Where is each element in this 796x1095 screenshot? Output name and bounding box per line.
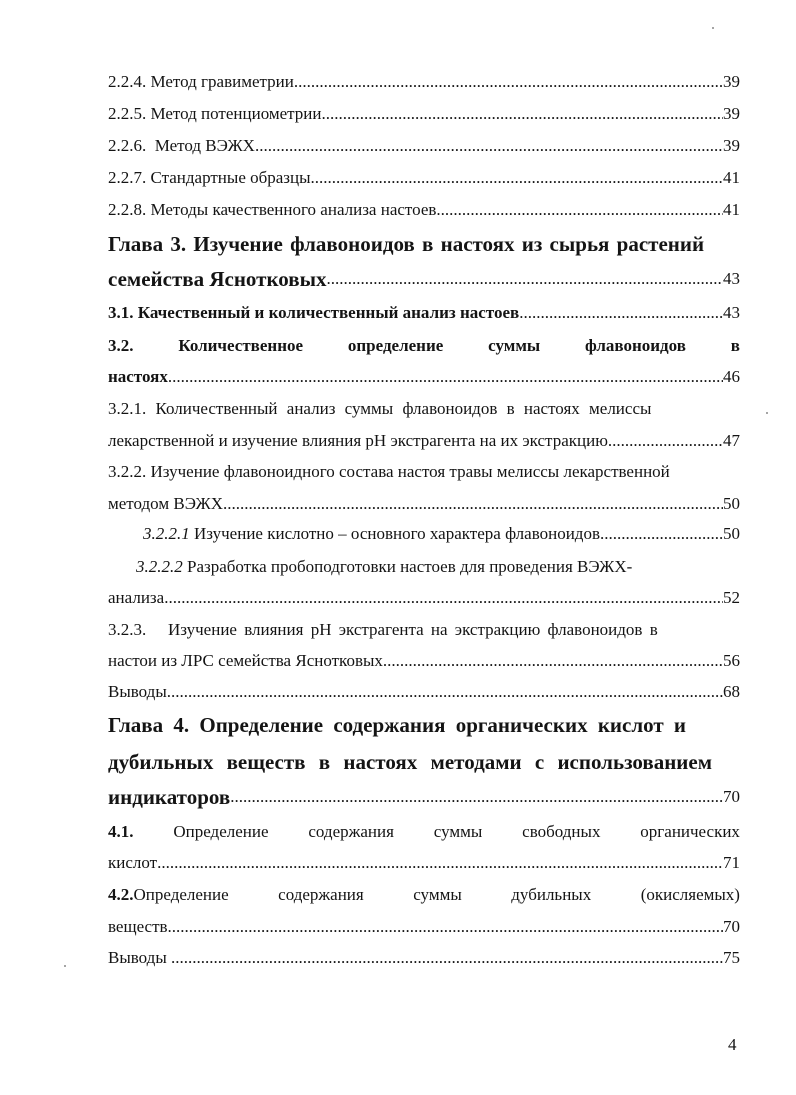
- toc-leader: [294, 71, 723, 93]
- toc-entry-page: 39: [723, 72, 740, 91]
- toc-leader: [600, 523, 723, 545]
- toc-entry-label: настоях: [108, 367, 168, 386]
- toc-word: свободных: [522, 822, 601, 841]
- toc-entry-page: 43: [723, 269, 740, 288]
- toc-entry-3-2-2-1: [143, 523, 740, 545]
- toc-leader: [383, 650, 723, 672]
- toc-word: Количественное: [178, 336, 304, 355]
- toc-entry-conclusions-2: [108, 947, 740, 969]
- toc-entry-number: 3.2.2.2: [136, 557, 183, 576]
- toc-entry-page: 70: [723, 787, 740, 806]
- toc-entry-label: 2.2.4. Метод гравиметрии: [108, 72, 294, 91]
- toc-leader: [311, 167, 723, 189]
- toc-leader: [167, 681, 723, 703]
- toc-entry-page: 50: [723, 494, 740, 513]
- toc-entry-label: Выводы: [108, 682, 167, 701]
- toc-leader: [436, 199, 723, 221]
- chapter4-title-line1: Глава 4. Определение содержания органических кислот и: [108, 713, 687, 737]
- toc-entry-3-2-line2: [108, 366, 740, 388]
- chapter3-title-line2: [108, 268, 740, 290]
- toc-entry-label: 2.2.5. Метод потенциометрии: [108, 104, 322, 123]
- toc-entry-3-2-1-line2: [108, 430, 740, 452]
- toc-word: Определение: [133, 885, 229, 904]
- toc-entry-3-2-line1: [108, 335, 740, 357]
- toc-entry-label: кислот: [108, 853, 158, 872]
- toc-leader: [164, 587, 723, 609]
- toc-entry-label: 2.2.7. Стандартные образцы: [108, 168, 311, 187]
- toc-leader: [327, 268, 723, 290]
- toc-entry-page: 41: [723, 200, 740, 219]
- toc-entry-page: 41: [723, 168, 740, 187]
- toc-entry-page: 68: [723, 682, 740, 701]
- toc-entry-3-2-2-line2: [108, 493, 740, 515]
- toc-word: суммы: [413, 885, 462, 904]
- toc-word: 3.2.: [108, 336, 134, 355]
- toc-word: (окисляемых): [640, 885, 740, 904]
- toc-entry-number: 3.2.2.1: [143, 524, 190, 543]
- toc-entry-page: 71: [723, 853, 740, 872]
- toc-word: суммы: [488, 336, 541, 355]
- toc-entry-page: 39: [723, 136, 740, 155]
- toc-entry-label: 3.1. Качественный и количественный анализ настоев: [108, 303, 520, 322]
- toc-entry-page: 43: [723, 303, 740, 322]
- toc-entry-2-2-6: [108, 135, 740, 157]
- toc-entry-page: 75: [723, 948, 740, 967]
- toc-entry-label: анализа: [108, 588, 165, 607]
- toc-leader: [223, 493, 723, 515]
- chapter4-title-line2: дубильных веществ в настоях методами с использованием: [108, 750, 713, 774]
- toc-word: содержания: [308, 822, 394, 841]
- toc-word: содержания: [278, 885, 364, 904]
- toc-entry-head: [108, 884, 229, 906]
- toc-leader: [168, 916, 723, 938]
- toc-word: суммы: [433, 822, 483, 841]
- toc-entry-label: настои из ЛРС семейства Яснотковых: [108, 651, 383, 670]
- toc-entry-3-2-2-2-line1: [136, 556, 740, 578]
- toc-entry-number: 4.1.: [108, 822, 134, 841]
- toc-entry-3-2-3-line1: 3.2.3. Изучение влияния pH экстрагента на экстракцию флавоноидов в: [108, 620, 658, 639]
- toc-word: в: [730, 336, 740, 355]
- chapter4-title-tail: индикаторов: [108, 785, 231, 809]
- toc-leader: [255, 135, 723, 157]
- toc-entry-4-1-line2: [108, 852, 740, 874]
- toc-entry-2-2-4: [108, 71, 740, 93]
- toc-word: флавоноидов: [585, 336, 686, 355]
- toc-entry-2-2-7: [108, 167, 740, 189]
- toc-leader: [168, 366, 723, 388]
- toc-entry-2-2-8: [108, 199, 740, 221]
- page-number: 4: [728, 1035, 737, 1054]
- toc-entry-label: 2.2.6. Метод ВЭЖХ: [108, 136, 255, 155]
- toc-entry-page: 50: [723, 524, 740, 543]
- toc-entry-3-1: [108, 302, 740, 324]
- toc-leader: [519, 302, 723, 324]
- toc-entry-4-2-line1: [108, 884, 740, 906]
- toc-word: дубильных: [511, 885, 592, 904]
- chapter3-title-tail: семейства Яснотковых: [108, 267, 327, 291]
- toc-word: Определение: [173, 822, 269, 841]
- toc-entry-2-2-5: [108, 103, 740, 125]
- toc-entry-label: лекарственной и изучение влияния pH экстрагента на их экстракцию: [108, 431, 608, 450]
- toc-entry-label: веществ: [108, 917, 168, 936]
- toc-entry-page: 56: [723, 651, 740, 670]
- toc-entry-label: Выводы: [108, 948, 172, 967]
- toc-entry-label: 2.2.8. Методы качественного анализа настоев: [108, 200, 437, 219]
- toc-word: органических: [640, 822, 740, 841]
- toc-entry-page: 52: [723, 588, 740, 607]
- toc-entry-text: Разработка пробоподготовки настоев для проведения ВЭЖХ-: [182, 557, 633, 576]
- toc-entry-label: методом ВЭЖХ: [108, 494, 223, 513]
- toc-leader: [608, 430, 723, 452]
- chapter3-title-line1: Глава 3. Изучение флавоноидов в настоях из сырья растений: [108, 232, 705, 256]
- toc-word: определение: [347, 336, 444, 355]
- toc-entry-page: 39: [723, 104, 740, 123]
- toc-entry-3-2-2-line1: 3.2.2. Изучение флавоноидного состава настоя травы мелиссы лекарственной: [108, 462, 670, 481]
- toc-entry-conclusions-1: [108, 681, 740, 703]
- toc-leader: [157, 852, 723, 874]
- toc-entry-page: 46: [723, 367, 740, 386]
- toc-entry-4-2-line2: [108, 916, 740, 938]
- scan-speck: [64, 965, 66, 967]
- toc-entry-number: 4.2.: [108, 885, 134, 904]
- scan-speck: [712, 27, 714, 29]
- toc-entry-page: 70: [723, 917, 740, 936]
- chapter4-title-line3: [108, 786, 740, 808]
- toc-entry-3-2-2-2-line2: [108, 587, 740, 609]
- toc-entry-label: [143, 523, 600, 545]
- scan-speck: [766, 412, 768, 414]
- toc-leader: [322, 103, 723, 125]
- toc-entry-3-2-3-line2: [108, 650, 740, 672]
- toc-entry-text: Изучение кислотно – основного характера флавоноидов: [189, 524, 600, 543]
- toc-entry-page: 47: [723, 431, 740, 450]
- toc-leader: [230, 786, 723, 808]
- toc-leader: [171, 947, 723, 969]
- toc-entry-4-1-line1: [108, 821, 740, 843]
- toc-entry-3-2-1-line1: 3.2.1. Количественный анализ суммы флавоноидов в настоях мелиссы: [108, 399, 652, 418]
